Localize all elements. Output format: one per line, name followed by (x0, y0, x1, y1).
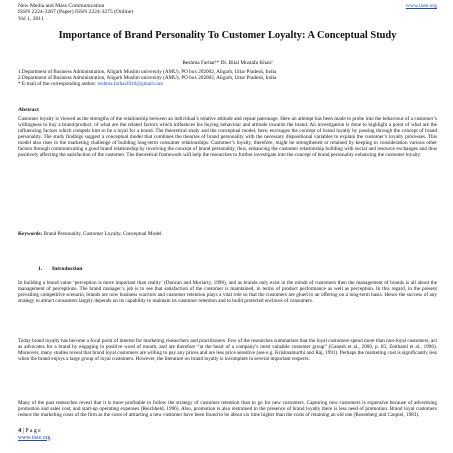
keywords-text: Brand Personality, Customer Loyalty, Conceptual Model (42, 231, 162, 237)
paper-title: Importance of Brand Personality To Customer Loyalty: A Conceptual Study (58, 30, 397, 41)
journal-name: New Media and Mass Communication (18, 3, 105, 9)
paragraph-1: In building a brand value ‘perception is more important than reality’ (Duncan and Moriarty, 1998), and as brands only exist in the minds of customers then the management of brands is all about the management of perceptions. The brand manager’s job is to see that satisfaction of the customer is maintained, in terms of product performance as well as perception. In this regard, in the present prevailing competitive scenario, brands are now business warriors and customer retention plays a vital role so that the customers are glued to an offering on a long-term basis. Hence the success of any strategy to attract consumers largely depends on its capability to maintain its customer retention and to build protected enclaves of consumers. (18, 280, 437, 304)
email-prefix: * E-mail of the corresponding author: (18, 81, 98, 88)
section-title: Introduction (52, 266, 83, 272)
abstract-heading: Abstract (18, 107, 39, 113)
affiliation-1: 1.Department of Business Administration, Aligarh Muslim university (AMU), PO box 202002, Aligarh, Uttar Pradesh, India (18, 69, 277, 75)
journal-issn: ISSN 2224-3267 (Paper) ISSN 2224-3275 (Online) (18, 9, 134, 16)
page-label: | P a g e (21, 428, 41, 434)
journal-header (18, 3, 437, 22)
email-link[interactable]: reshma.farhat2010@gmail.com (97, 81, 164, 88)
header-url-link[interactable]: www.iiste.org (405, 3, 437, 9)
affiliations (18, 69, 437, 87)
paragraph-2: Today brand loyalty has become a focal point of interest for marketing researchers and practitioners. Few of the researches summarises that the loyal customers spend more than non-loyal customers, act as advocates for a brand by engaging in positive word of mouth, and are therefore “at the heart of a company’s most valuable customer group” (Ganesh et al., 2000, p. 65; Zeithaml et al., 1996). Moreover, many studies reveal that brand loyal customers are willing to pay any prices and are less price sensitive (see e.g. Krishnamurthi and Raj, 1991). Perhaps the marketing cost is significantly less when the brand enjoys a large group of loyal customers. However, the literature on brand loyalty is incomplete in several important respects. (18, 338, 437, 362)
corresponding-email-line (18, 81, 437, 87)
abstract-text: Customer loyalty is viewed as the strengths of the relationship between an individual’s relative attitude and repeat patronage. Here an attempt has been made to probe into the behaviour of a customer’s willingness to buy a brand/product, of what are the related factors which influences his buying behaviour and attitude towards the brand. An investigation is done to highlight a point of what are the influencing factors which compels him to be a loyal for a brand. The theoretical study and the conceptual model, here, envisages the concept of brand loyalty by passing through the concept of brand personality. The study findings suggest a conceptual model that combines the theories of brand personality with the necessary dispositional variables to explain the customer’s loyalty processes. This model also rises to the marketing challenge of building long-term consumer relationships. Customer’s loyalty, therefore, might be strengthened or retained by keeping in consideration various other factors through communicating a good brand relationship by involving the concept of brand personality, thus, enhancing the customer relationship building with social and resource exchanges and thus positively affecting the satisfaction of the customer. The theoretical framework will help the researches to further investigate into the concept of brand personality enhancing the customer loyalty. (18, 116, 437, 158)
keywords-label: Keywords: (18, 231, 43, 237)
paragraph-3: Many of the past researches reveal that it is more profitable to follow the strategy of customer retention than to go for new customers. Capturing new customers is expensive because of advertising promotion and sales cost, and start-up operating expenses (Reichheld, 1996). Also, promotion is also restrained in the presence of brand loyalty there is less need of promotion. Brand loyal customers reduce the marketing costs of the firm as the costs of attracting a new customer have been found to be about six time higher than the costs of retaining an old one (Rosenberg and Czepiel, 1983). (18, 400, 437, 418)
author-line: Reshma Farhat¹* Dr. Bilal Mustafa Khan² (182, 60, 273, 66)
journal-volume: Vol 1, 2011 (18, 15, 44, 22)
section-number: 1. (38, 266, 43, 272)
page-number: 4 (18, 427, 22, 434)
section-heading (38, 266, 82, 272)
footer-url-link[interactable]: www.iiste.org (18, 434, 51, 441)
page-number-line (18, 428, 50, 435)
keywords-line (18, 231, 437, 237)
page-footer (18, 428, 50, 441)
affiliation-2: 2.Department of Business Administration, Aligarh Muslim university (AMU), PO box 202002, Aligarh, Uttar Pradesh, India (18, 75, 277, 82)
